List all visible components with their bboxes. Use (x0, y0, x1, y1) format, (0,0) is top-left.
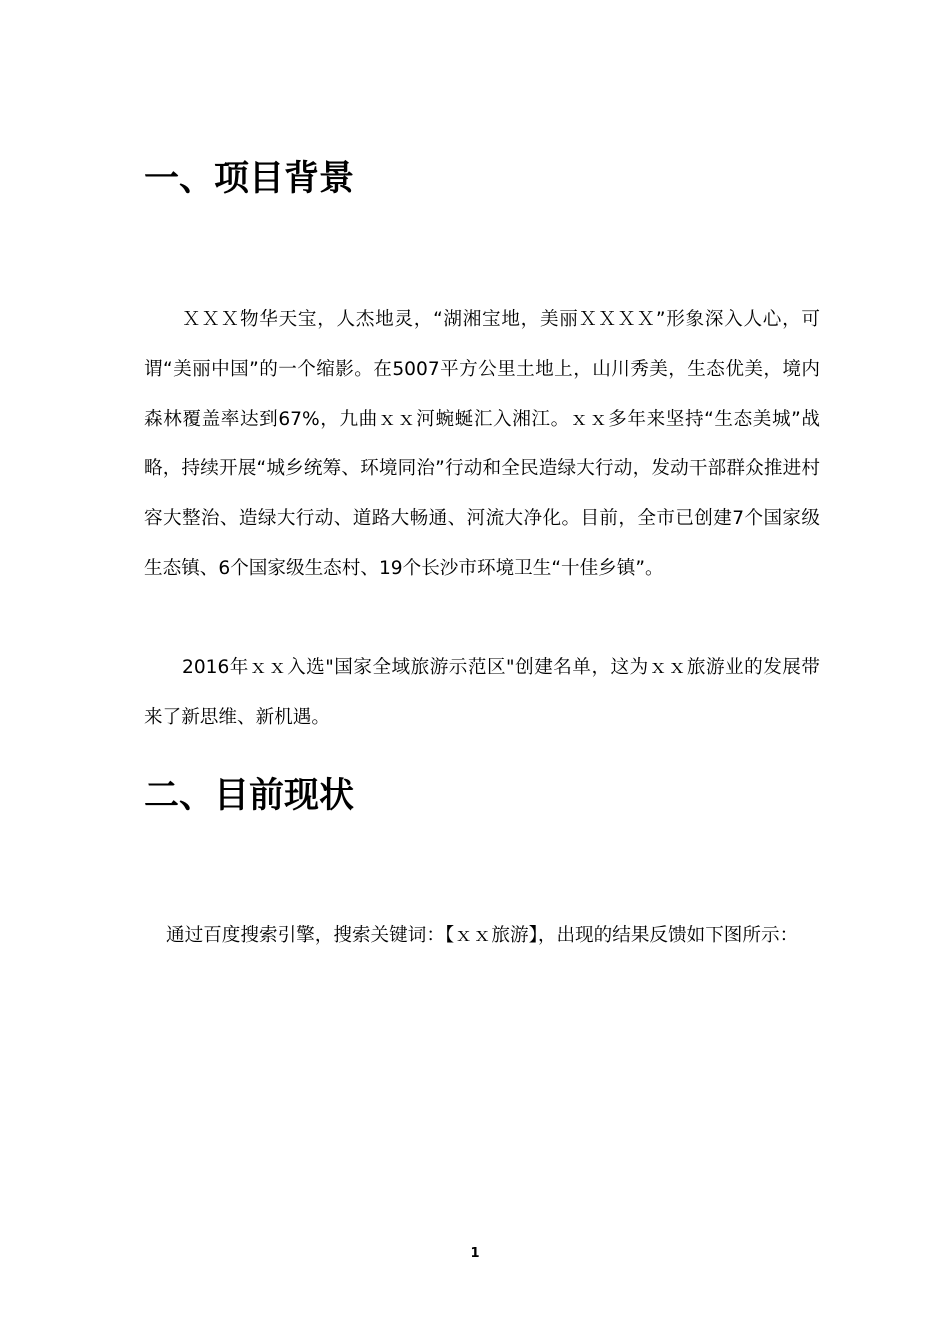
paragraph-background-intro: ＸＸＸ物华天宝，人杰地灵，“湖湘宝地，美丽ＸＸＸＸ”形象深入人心，可谓“美丽中国”的一个缩影。在5007平方公里土地上，山川秀美，生态优美，境内森林覆盖率达到67%，九曲ｘｘ河蜿蜒汇入湘江。ｘｘ多年来坚持“生态美城”战略，持续开展“城乡统筹、环境同治”行动和全民造绿大行动，发动干部群众推进村容大整治、造绿大行动、道路大畅通、河流大净化。目前，全市已创建7个国家级生态镇、6个国家级生态村、19个长沙市环境卫生“十佳乡镇”。 (144, 309, 820, 579)
paragraph-search-results-intro: 通过百度搜索引擎，搜索关键词：【ｘｘ旅游】，出现的结果反馈如下图所示： (166, 925, 799, 946)
paragraph-tourism-demo-zone: 2016年ｘｘ入选"国家全域旅游示范区"创建名单，这为ｘｘ旅游业的发展带来了新思维、新机遇。 (144, 657, 820, 728)
page-number: 1 (470, 1246, 480, 1261)
section-heading-current-status: 二、目前现状 (144, 776, 355, 816)
section-heading-project-background: 一、项目背景 (144, 159, 355, 199)
